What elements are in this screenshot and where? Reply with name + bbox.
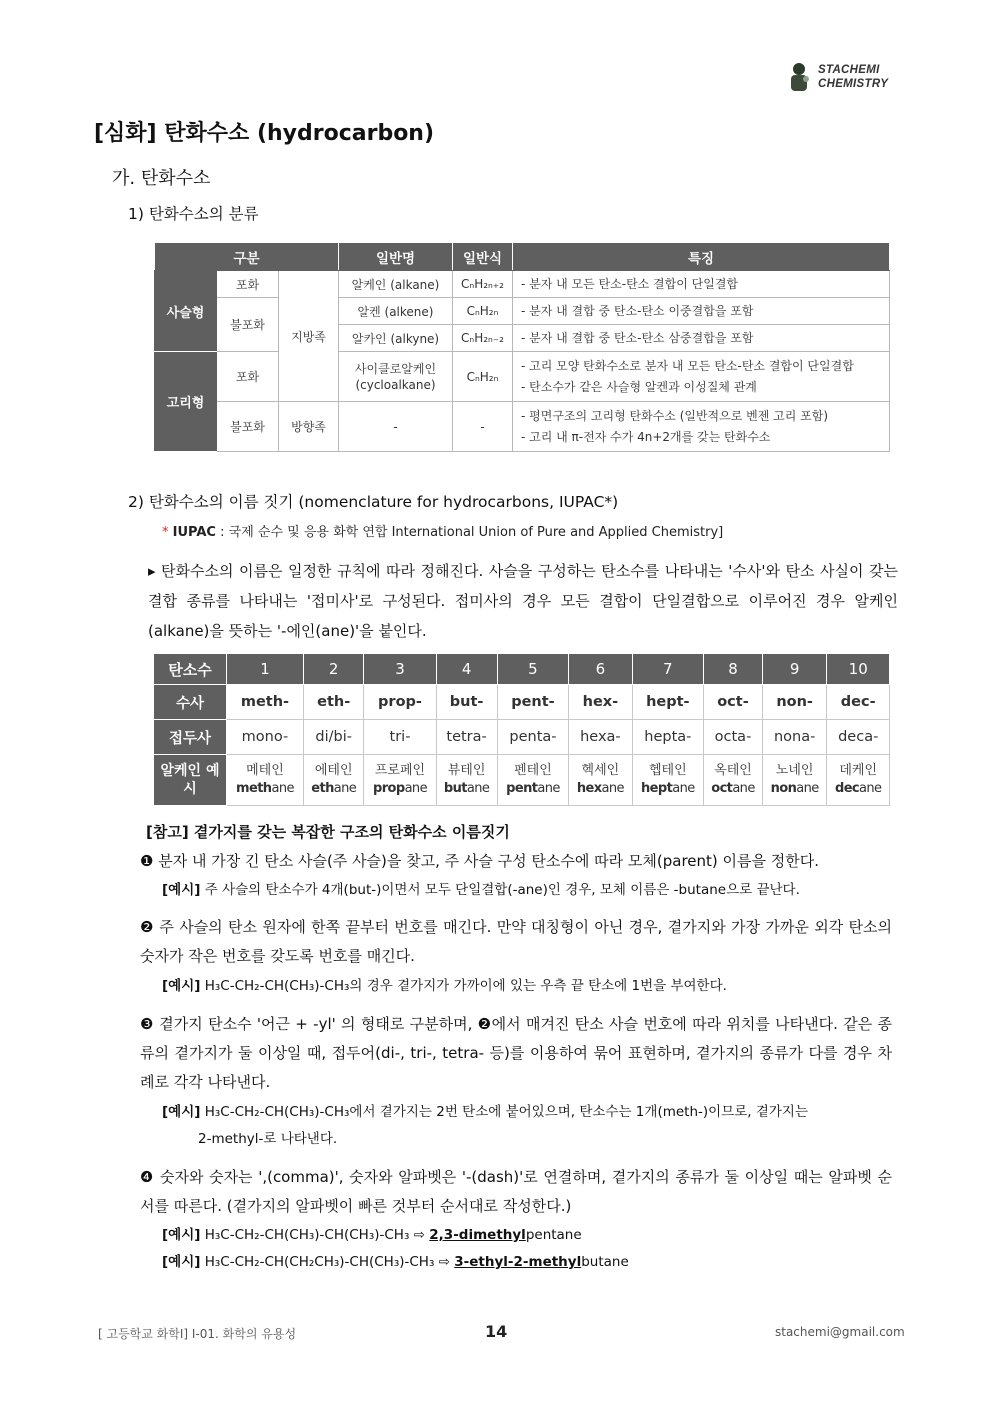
alkane-example-cell: [364, 755, 436, 806]
alkane-korean: 메테인: [246, 763, 284, 778]
example-1: [162, 877, 800, 904]
example-text: 주 사슬의 탄소수가 4개(but-)이면서 모두 단일결합(-ane)인 경우, 모체 이름은 -butane으로 끝난다.: [204, 882, 800, 898]
prefix-cell: penta-: [497, 720, 569, 755]
alkane-english: [828, 780, 888, 798]
numeral-cell: non-: [762, 685, 827, 720]
prefix-cell: octa-: [704, 720, 763, 755]
alkane-stem: oct: [711, 781, 733, 796]
subsection-heading: 2) 탄화수소의 이름 짓기 (nomenclature for hydrocarbons, IUPAC*): [128, 493, 619, 511]
saturation-cell: 불포화: [217, 298, 279, 352]
naming-paragraph: ▸ 탄화수소의 이름은 일정한 규칙에 따라 정해진다. 사슬을 구성하는 탄소수를 나타내는 '수사'와 탄소 사실이 갖는 결합 종류를 나타내는 '접미사'로 구성된다. 접미사의 경우 모든 결합이 단일결합으로 이루어진 경우 알케인(alkane)을 뜻하는 '-에인(ane)'을 붙인다.: [148, 562, 898, 640]
carbon-number-cell: 3: [364, 654, 436, 685]
example-2: [162, 973, 727, 1000]
alkane-example-cell: [704, 755, 763, 806]
alkane-korean: 헥세인: [581, 763, 620, 778]
alkane-example-cell: [569, 755, 632, 806]
alkane-english: [228, 780, 302, 798]
alkane-suffix: ane: [271, 781, 294, 796]
alkane-korean: 헵테인: [648, 763, 687, 778]
alkane-suffix: ane: [859, 781, 882, 796]
example-label: [예시]: [162, 882, 201, 898]
note-label: IUPAC: [172, 525, 216, 540]
brand-logo: [786, 60, 896, 94]
example-formula: H₃C-CH₂-CH(CH₂CH₃)-CH(CH₃)-CH₃ ⇨: [204, 1254, 450, 1270]
example-5: [162, 1249, 629, 1276]
alkane-example-cell: [436, 755, 497, 806]
alkane-stem: eth: [311, 781, 334, 796]
carbon-number-cell: 2: [303, 654, 364, 685]
alkane-english: [705, 780, 761, 798]
iupac-note: [162, 521, 723, 540]
alkane-english: [499, 780, 568, 798]
formula-cell: CₙH₂ₙ: [453, 298, 513, 325]
alkane-suffix: ane: [601, 781, 624, 796]
example-formula: H₃C-CH₂-CH(CH₃)-CH(CH₃)-CH₃ ⇨: [204, 1227, 425, 1243]
step-3: ❸ 곁가지 탄소수 '어근 + -yl' 의 형태로 구분하며, ❷에서 매겨진 탄소 사슬 번호에 따라 위치를 나타낸다. 같은 종류의 곁가지가 둘 이상일 때, 접두어(di-, tri-, tetra- 등)를 이용하여 묶어 표현하며, 곁가지의 종류가 다를 경우 차례로 각각 나타낸다.: [140, 1015, 892, 1091]
feature-cell: - 분자 내 결합 중 탄소-탄소 이중결합을 포함: [513, 298, 890, 325]
numeral-cell: hept-: [632, 685, 704, 720]
alkane-stem: prop: [373, 781, 405, 796]
scientist-logo-icon: [786, 61, 812, 93]
alkane-suffix: ane: [732, 781, 755, 796]
page-title: [심화] 탄화수소 (hydrocarbon): [94, 121, 435, 146]
carbon-number-cell: 8: [704, 654, 763, 685]
alkane-stem: dec: [834, 781, 860, 796]
group-label: 사슬형: [155, 271, 217, 352]
group-label: 고리형: [155, 352, 217, 452]
carbon-number-cell: 5: [497, 654, 569, 685]
feature-cell: - 분자 내 결합 중 탄소-탄소 삼중결합을 포함: [513, 325, 890, 352]
carbon-number-cell: 10: [827, 654, 890, 685]
table-header: 특징: [513, 243, 890, 271]
feature-cell: [513, 352, 890, 402]
example-label: [예시]: [162, 1104, 201, 1120]
feature-line: - 탄소수가 같은 사슬형 알켄과 이성질체 관계: [521, 379, 757, 394]
alkane-korean: 프로페인: [374, 763, 426, 778]
feature-cell: [513, 402, 890, 452]
alkane-suffix: ane: [333, 781, 357, 796]
numeral-cell: hex-: [569, 685, 632, 720]
numeral-cell: eth-: [303, 685, 364, 720]
feature-line: - 고리 내 π-전자 수가 4n+2개를 갖는 탄화수소: [521, 429, 771, 444]
alkane-example-cell: [762, 755, 827, 806]
carbon-number-cell: 7: [632, 654, 704, 685]
example-text: H₃C-CH₂-CH(CH₃)-CH₃에서 곁가지는 2번 탄소에 붙어있으며, 탄소수는 1개(meth-)이므로, 곁가지는: [204, 1104, 809, 1120]
alkane-suffix: ane: [537, 781, 560, 796]
numeral-cell: prop-: [364, 685, 436, 720]
name-cell: 알케인 (alkane): [339, 271, 453, 298]
page-number: 14: [485, 1322, 508, 1341]
formula-cell: CₙH₂ₙ₊₂: [453, 271, 513, 298]
alkane-korean: 에테인: [314, 763, 353, 778]
prefix-cell: di/bi-: [303, 720, 364, 755]
brand-line1: STACHEMI: [818, 64, 880, 76]
step-1: ❶ 분자 내 가장 긴 탄소 사슬(주 사슬)을 찾고, 주 사슬 구성 탄소수에 따라 모체(parent) 이름을 정한다.: [140, 852, 820, 870]
note-text: : 국제 순수 및 응용 화학 연합 International Union of Pure and Applied Chemistry]: [220, 525, 724, 540]
brand-line2: CHEMISTRY: [818, 78, 889, 90]
formula-cell: CₙH₂ₙ: [453, 352, 513, 402]
alkane-korean: 데케인: [839, 763, 878, 778]
carbon-number-cell: 9: [762, 654, 827, 685]
feature-cell: - 분자 내 모든 탄소-탄소 결합이 단일결합: [513, 271, 890, 298]
row-label: 접두사: [154, 720, 227, 755]
naming-table: [154, 654, 890, 806]
feature-line: - 고리 모양 탄화수소로 분자 내 모든 탄소-탄소 결합이 단일결합: [521, 358, 854, 373]
example-name-parent: butane: [581, 1254, 629, 1270]
alkane-suffix: ane: [404, 781, 427, 796]
formula-cell: -: [453, 402, 513, 452]
table-header: 구분: [155, 243, 339, 271]
example-3: [162, 1099, 898, 1153]
prefix-cell: tri-: [364, 720, 436, 755]
example-text-cont: 2-methyl-로 나타낸다.: [198, 1131, 338, 1147]
alkane-english: [634, 780, 703, 798]
prefix-cell: mono-: [227, 720, 304, 755]
alkane-stem: hex: [576, 781, 602, 796]
subsection-heading: 1) 탄화수소의 분류: [128, 205, 259, 223]
example-name-parent: pentane: [525, 1227, 582, 1243]
prefix-cell: hexa-: [569, 720, 632, 755]
step-4: ❹ 숫자와 숫자는 ',(comma)', 숫자와 알파벳은 '-(dash)'로 연결하며, 곁가지의 종류가 둘 이상일 때는 알파벳 순서를 따른다. (곁가지의 알파벳이 빠른 것부터 순서대로 작성한다.): [140, 1168, 892, 1215]
alkane-suffix: ane: [466, 781, 490, 796]
numeral-cell: but-: [436, 685, 497, 720]
alkane-korean: 노네인: [775, 763, 814, 778]
type-cell: 방향족: [279, 402, 339, 452]
classification-table: [154, 242, 890, 452]
alkane-english: [570, 780, 630, 798]
alkane-example-cell: [632, 755, 704, 806]
formula-cell: CₙH₂ₙ₋₂: [453, 325, 513, 352]
alkane-suffix: ane: [796, 781, 819, 796]
alkane-english: [365, 780, 434, 798]
example-text: H₃C-CH₂-CH(CH₃)-CH₃의 경우 곁가지가 가까이에 있는 우측 끝 탄소에 1번을 부여한다.: [204, 978, 727, 994]
numeral-cell: meth-: [227, 685, 304, 720]
prefix-cell: deca-: [827, 720, 890, 755]
saturation-cell: 불포화: [217, 402, 279, 452]
step-2: ❷ 주 사슬의 탄소 원자에 한쪽 끝부터 번호를 매긴다. 만약 대칭형이 아닌 경우, 곁가지와 가장 가까운 외각 탄소의 숫자가 작은 번호를 갖도록 번호를 매긴다.: [140, 918, 892, 965]
example-label: [예시]: [162, 1227, 201, 1243]
reference-title: [참고] 곁가지를 갖는 복잡한 구조의 탄화수소 이름짓기: [146, 823, 510, 841]
carbon-number-cell: 6: [569, 654, 632, 685]
carbon-number-cell: 1: [227, 654, 304, 685]
example-label: [예시]: [162, 1254, 201, 1270]
name-cell: 알카인 (alkyne): [339, 325, 453, 352]
alkane-example-cell: [497, 755, 569, 806]
table-header: 일반명: [339, 243, 453, 271]
name-cell: 사이클로알케인 (cycloalkane): [339, 352, 453, 402]
alkane-suffix: ane: [672, 781, 695, 796]
row-label: 수사: [154, 685, 227, 720]
saturation-cell: 포화: [217, 352, 279, 402]
prefix-cell: tetra-: [436, 720, 497, 755]
name-cell: 알켄 (alkene): [339, 298, 453, 325]
row-label: 알케인 예시: [154, 755, 227, 806]
prefix-cell: nona-: [762, 720, 827, 755]
numeral-cell: oct-: [704, 685, 763, 720]
alkane-stem: meth: [236, 781, 272, 796]
alkane-english: [438, 780, 496, 798]
numeral-cell: dec-: [827, 685, 890, 720]
alkane-stem: but: [443, 781, 467, 796]
alkane-example-cell: [827, 755, 890, 806]
alkane-english: [764, 780, 826, 798]
alkane-korean: 옥테인: [714, 763, 752, 778]
alkane-stem: hept: [641, 781, 673, 796]
alkane-english: [305, 780, 363, 798]
example-label: [예시]: [162, 978, 201, 994]
alkane-stem: pent: [506, 781, 538, 796]
note-star: *: [162, 525, 169, 540]
section-heading: 가. 탄화수소: [112, 168, 211, 189]
alkane-korean: 펜테인: [514, 763, 552, 778]
footer-email[interactable]: stachemi@gmail.com: [775, 1325, 905, 1339]
saturation-cell: 포화: [217, 271, 279, 298]
example-4: [162, 1222, 582, 1249]
carbon-number-cell: 4: [436, 654, 497, 685]
alkane-example-cell: [303, 755, 364, 806]
alkane-example-cell: [227, 755, 304, 806]
type-cell: 지방족: [279, 271, 339, 402]
example-name-prefix: 3-ethyl-2-methyl: [454, 1254, 582, 1270]
prefix-cell: hepta-: [632, 720, 704, 755]
numeral-cell: pent-: [497, 685, 569, 720]
table-header: 일반식: [453, 243, 513, 271]
row-label: 탄소수: [154, 654, 227, 685]
footer-course: [ 고등학교 화학Ⅰ] Ⅰ-01. 화학의 유용성: [98, 1327, 297, 1341]
example-name-prefix: 2,3-dimethyl: [429, 1227, 526, 1243]
feature-line: - 평면구조의 고리형 탄화수소 (일반적으로 벤젠 고리 포함): [521, 408, 829, 423]
alkane-korean: 뷰테인: [447, 763, 486, 778]
name-cell: -: [339, 402, 453, 452]
alkane-stem: non: [770, 781, 797, 796]
